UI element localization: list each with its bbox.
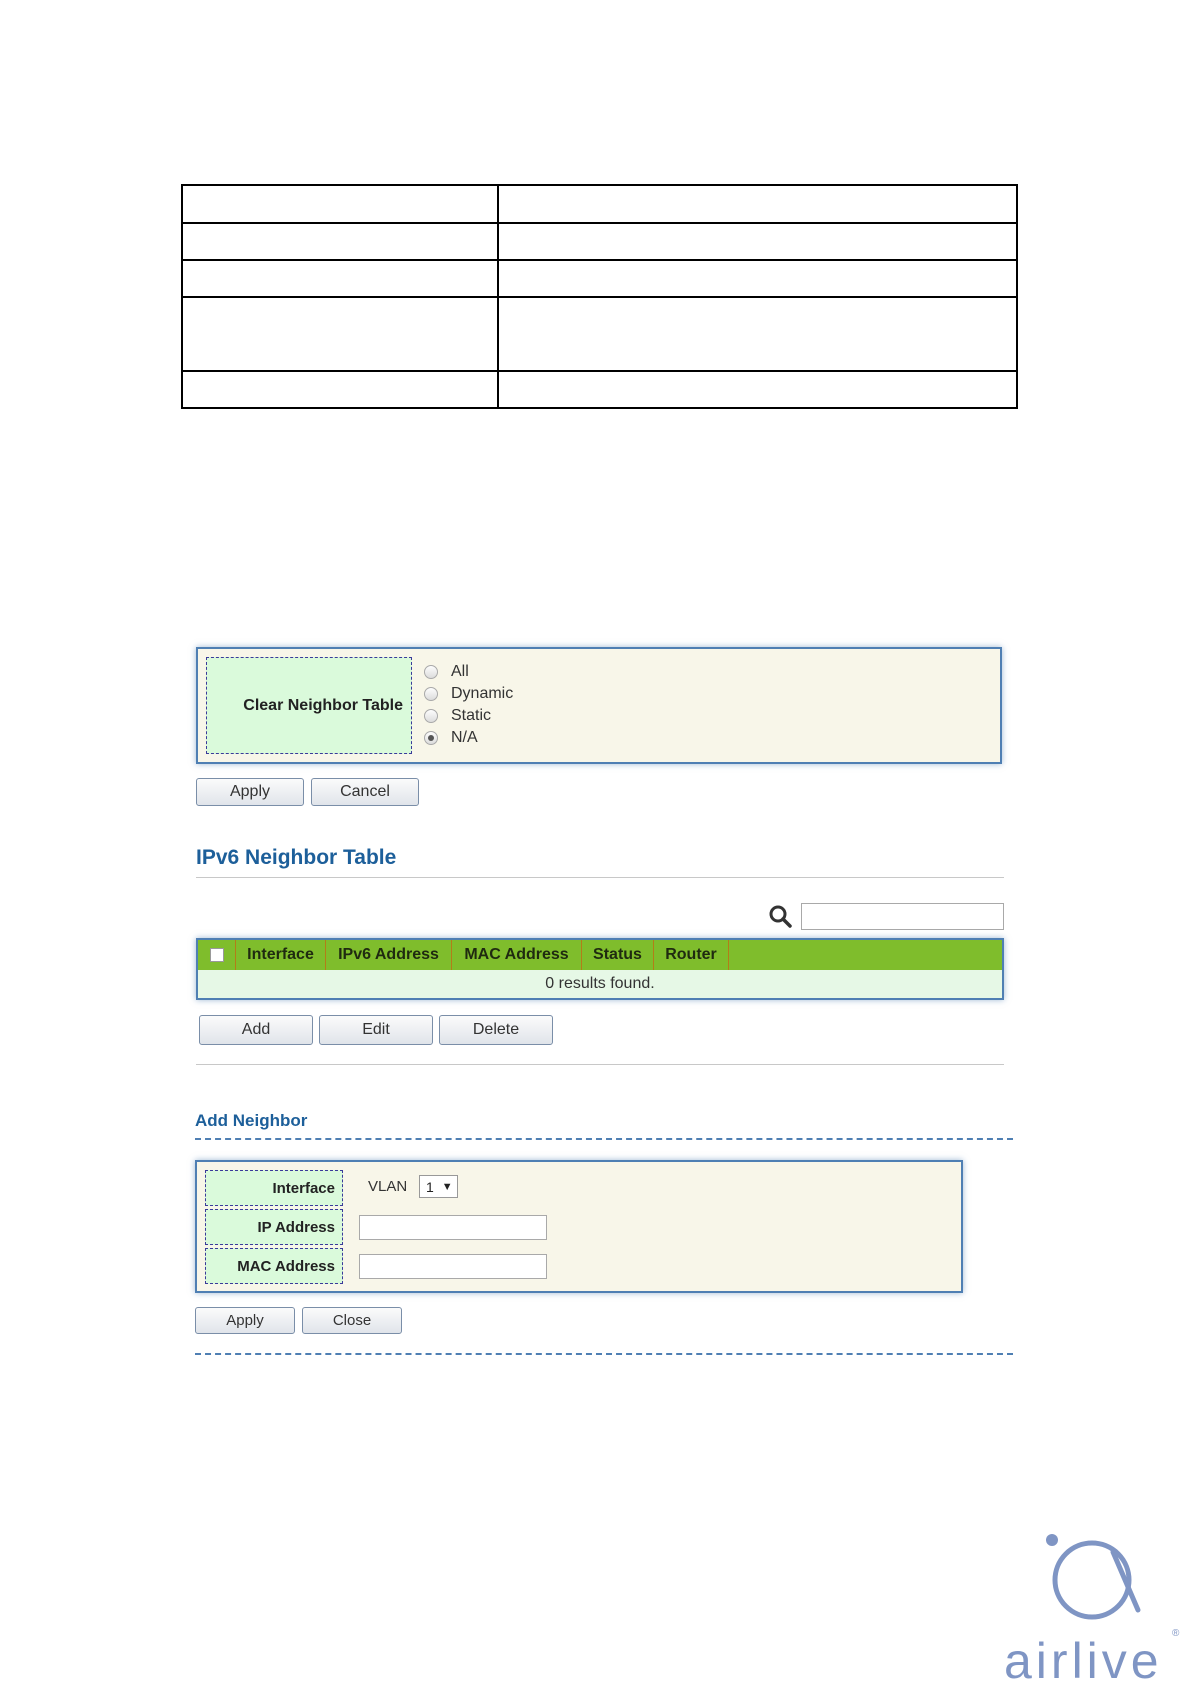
empty-results-message: 0 results found. bbox=[545, 975, 655, 992]
radio-label: N/A bbox=[451, 729, 478, 746]
grid-cell bbox=[498, 223, 1017, 260]
grid-cell bbox=[498, 185, 1017, 223]
cancel-button[interactable]: Cancel bbox=[311, 778, 419, 806]
grid-cell bbox=[498, 297, 1017, 371]
select-all-checkbox[interactable] bbox=[210, 948, 224, 962]
column-header-interface[interactable]: Interface bbox=[236, 940, 326, 970]
svg-text:®: ® bbox=[1172, 1628, 1180, 1639]
search-input[interactable] bbox=[801, 903, 1004, 930]
vlan-select[interactable] bbox=[419, 1175, 458, 1198]
radio-option-dynamic[interactable] bbox=[424, 683, 513, 705]
grid-cell bbox=[182, 297, 498, 371]
column-header-status[interactable]: Status bbox=[582, 940, 654, 970]
dropdown-arrow-icon: ▼ bbox=[441, 1180, 453, 1193]
empty-grid-table bbox=[181, 184, 1018, 409]
column-header-mac-address[interactable]: MAC Address bbox=[452, 940, 582, 970]
table-header bbox=[198, 940, 1002, 970]
grid-cell bbox=[498, 371, 1017, 408]
add-neighbor-panel bbox=[195, 1160, 963, 1293]
grid-cell bbox=[182, 260, 498, 297]
apply-button[interactable]: Apply bbox=[196, 778, 304, 806]
column-header-ipv6-address[interactable]: IPv6 Address bbox=[326, 940, 452, 970]
vlan-select-value: 1 bbox=[426, 1178, 434, 1195]
column-header-router[interactable]: Router bbox=[654, 940, 729, 970]
grid-cell bbox=[182, 371, 498, 408]
radio-button[interactable] bbox=[424, 665, 438, 679]
divider bbox=[196, 1064, 1004, 1065]
ip-address-label: IP Address bbox=[205, 1209, 343, 1245]
divider bbox=[196, 877, 1004, 878]
interface-label: Interface bbox=[205, 1170, 343, 1206]
radio-button-selected[interactable] bbox=[424, 731, 438, 745]
radio-button[interactable] bbox=[424, 709, 438, 723]
mac-address-label: MAC Address bbox=[205, 1248, 343, 1284]
add-neighbor-title: Add Neighbor bbox=[195, 1111, 308, 1130]
search-icon[interactable] bbox=[768, 904, 792, 928]
delete-button[interactable]: Delete bbox=[439, 1015, 553, 1045]
radio-option-static[interactable] bbox=[424, 705, 513, 727]
clear-neighbor-panel bbox=[196, 647, 1002, 764]
section-title: IPv6 Neighbor Table bbox=[196, 846, 397, 869]
grid-cell bbox=[498, 260, 1017, 297]
ipv6-neighbor-table bbox=[196, 938, 1004, 1000]
radio-option-all[interactable] bbox=[424, 661, 513, 683]
edit-button[interactable]: Edit bbox=[319, 1015, 433, 1045]
grid-cell bbox=[182, 223, 498, 260]
vlan-label: VLAN bbox=[368, 1178, 408, 1195]
logo-text: airlive bbox=[1004, 1633, 1163, 1684]
radio-label: Static bbox=[451, 707, 492, 724]
radio-label: All bbox=[451, 663, 469, 680]
close-button[interactable]: Close bbox=[302, 1307, 402, 1334]
grid-cell bbox=[182, 185, 498, 223]
ip-address-input[interactable] bbox=[359, 1215, 547, 1240]
dashed-divider bbox=[195, 1353, 1013, 1355]
apply-button[interactable]: Apply bbox=[195, 1307, 295, 1334]
add-button[interactable]: Add bbox=[199, 1015, 313, 1045]
clear-neighbor-label: Clear Neighbor Table bbox=[206, 657, 412, 754]
airlive-logo bbox=[1000, 1530, 1185, 1684]
dashed-divider bbox=[195, 1138, 1013, 1140]
clear-neighbor-radio-group bbox=[424, 661, 513, 749]
radio-button[interactable] bbox=[424, 687, 438, 701]
radio-option-na[interactable] bbox=[424, 727, 513, 749]
mac-address-input[interactable] bbox=[359, 1254, 547, 1279]
select-all-cell[interactable] bbox=[198, 940, 236, 970]
radio-label: Dynamic bbox=[451, 685, 514, 702]
